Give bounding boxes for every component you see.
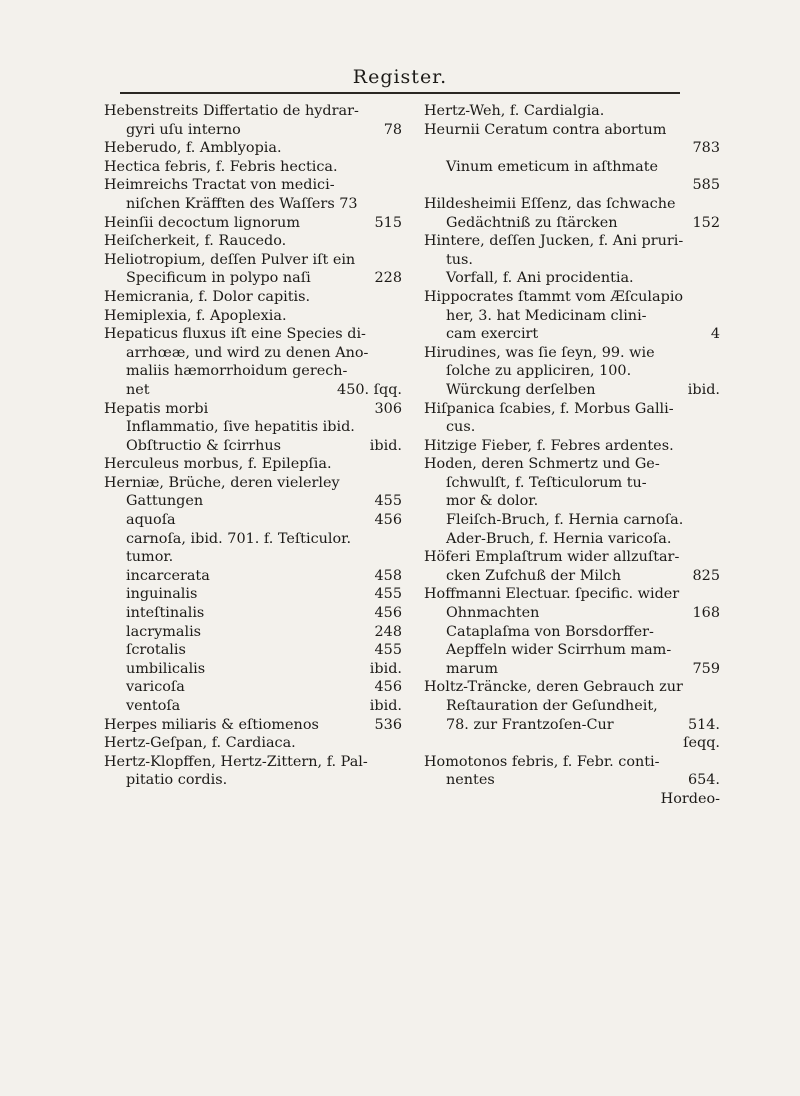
page-number: 248 — [374, 623, 402, 640]
index-entry — [424, 158, 720, 177]
page-number: 152 — [692, 214, 720, 231]
entry-text: mor & dolor. — [446, 493, 539, 510]
index-entry — [424, 437, 720, 456]
page-number: 456 — [374, 679, 402, 696]
index-entry — [104, 307, 402, 326]
header-rule — [120, 92, 680, 94]
index-entry — [424, 344, 720, 363]
entry-text: Heliotropium, deſſen Pulver iſt ein — [104, 251, 356, 268]
page-number: 306 — [374, 400, 402, 417]
entry-text: Hertz-Weh, f. Cardialgia. — [424, 103, 605, 119]
index-entry — [424, 288, 720, 307]
index-entry — [104, 121, 402, 140]
index-entry — [424, 474, 720, 493]
index-entry — [424, 641, 720, 660]
entry-text: Aepffeln wider Scirrhum mam- — [446, 642, 672, 659]
index-entry — [424, 455, 720, 474]
index-entry — [104, 418, 402, 437]
page-number: 783 — [692, 140, 720, 157]
entry-text: Heinſii decoctum lignorum — [104, 214, 300, 231]
entry-text: Hiſpanica ſcabies, f. Morbus Galli- — [424, 400, 674, 417]
page-number: 78 — [383, 121, 402, 138]
index-entry — [104, 511, 402, 530]
entry-text: Holtz-Träncke, deren Gebrauch zur — [424, 679, 683, 696]
entry-text: cken Zufchuß der Milch — [446, 567, 621, 584]
entry-text: Gedächtniß zu ſtärcken — [446, 214, 618, 231]
index-entry — [104, 269, 402, 288]
entry-text: Heimreichs Tractat von medici- — [104, 177, 335, 194]
entry-text: ſchwulſt, f. Teſticulorum tu- — [446, 474, 647, 491]
index-entry — [104, 139, 402, 158]
entry-text: maliis hæmorrhoidum gerech- — [126, 363, 348, 380]
page-number: 456 — [374, 512, 402, 529]
index-entry — [424, 697, 720, 716]
index-entry — [104, 437, 402, 456]
index-entry — [104, 660, 402, 679]
page-number: 455 — [374, 642, 402, 659]
page-number: 168 — [692, 605, 720, 622]
entry-text: her, 3. hat Medicinam clini- — [446, 307, 647, 324]
index-entry — [104, 548, 402, 567]
entry-text: Hildesheimii Eſſenz, das ſchwache — [424, 195, 676, 212]
index-entry — [104, 492, 402, 511]
entry-text: Ader-Bruch, f. Hernia varicoſa. — [446, 530, 672, 547]
page-number: 514. — [687, 716, 720, 733]
index-entry — [424, 511, 720, 530]
entry-text: gyri uſu interno — [126, 121, 241, 138]
entry-text: Reſtauration der Geſundheit, — [446, 698, 658, 714]
page-header: Register. — [352, 66, 448, 88]
entry-text: Würckung derſelben — [446, 381, 596, 398]
index-entry — [424, 362, 720, 381]
entry-text: 78. zur Frantzoſen-Cur — [446, 716, 614, 733]
index-entry — [424, 307, 720, 326]
entry-text: umbilicalis — [126, 660, 206, 677]
entry-text: Heurnii Ceratum contra abortum — [424, 121, 667, 138]
index-entry — [104, 158, 402, 177]
index-entry — [424, 325, 720, 344]
page-number: ibid. — [687, 381, 720, 398]
index-entry — [424, 400, 720, 419]
entry-text: Inflammatio, ſive hepatitis ibid. — [126, 419, 355, 436]
entry-text: Hepaticus fluxus iſt eine Species di- — [104, 326, 366, 343]
entry-text: Höferi Emplaſtrum wider allzuſtar- — [424, 549, 680, 566]
entry-text: cam exercirt — [446, 326, 539, 343]
index-entry — [424, 251, 720, 270]
entry-text: arrhœæ, und wird zu denen Ano- — [126, 344, 369, 361]
page-number: 228 — [374, 270, 402, 287]
index-entry — [104, 530, 402, 549]
entry-text: Hoffmanni Electuar. ſpecific. wider — [424, 586, 680, 603]
index-entry — [104, 474, 402, 493]
entry-text: Hebenstreits Differtatio de hydrar- — [104, 103, 359, 119]
entry-text: Hoden, deren Schmertz und Ge- — [424, 456, 660, 473]
page-number: 4 — [710, 326, 720, 343]
index-entry — [424, 753, 720, 772]
index-entry — [424, 585, 720, 604]
entry-text: carnoſa, ibid. 701. f. Teſticulor. — [126, 530, 352, 547]
entry-text: Ohnmachten — [446, 605, 540, 622]
index-entry — [424, 102, 720, 121]
index-entry — [424, 121, 720, 140]
entry-text: niſchen Kräfften des Waſſers 73 — [126, 195, 358, 212]
entry-text: Hitzige Fieber, f. Febres ardentes. — [424, 437, 674, 454]
index-entry — [424, 771, 720, 790]
index-entry — [104, 176, 402, 195]
entry-text: Hippocrates ſtammt vom Æſculapio — [424, 288, 684, 305]
index-entry — [104, 623, 402, 642]
right-column — [424, 102, 720, 809]
entry-text: pitatio cordis. — [126, 772, 228, 789]
entry-text: Hertz-Klopffen, Hertz-Zittern, f. Pal- — [104, 753, 368, 770]
index-entry — [424, 734, 720, 753]
entry-text: Herculeus morbus, f. Epilepſia. — [104, 456, 332, 473]
entry-text: aquoſa — [126, 512, 176, 529]
entry-text: ſolche zu appliciren, 100. — [446, 363, 632, 380]
entry-text: Herniæ, Brüche, deren vielerley — [104, 474, 340, 491]
index-entry — [104, 344, 402, 363]
index-entry — [424, 176, 720, 195]
entry-text: inguinalis — [126, 586, 198, 603]
page-number: 654. — [687, 772, 720, 789]
entry-text: Specificum in polypo naſi — [126, 270, 311, 287]
index-entry — [104, 362, 402, 381]
entry-text: Cataplaſma von Borsdorffer- — [446, 623, 654, 640]
entry-text: Fleiſch-Bruch, f. Hernia carnoſa. — [446, 512, 684, 529]
page-number: 455 — [374, 586, 402, 603]
index-entry — [424, 418, 720, 437]
page-number: 515 — [374, 214, 402, 231]
page-number: 458 — [374, 567, 402, 584]
page-number: ibid. — [369, 698, 402, 714]
index-entry — [104, 232, 402, 251]
page-number: ibid. — [369, 660, 402, 677]
index-entry — [424, 716, 720, 735]
entry-text: tumor. — [126, 549, 174, 566]
index-entry — [424, 678, 720, 697]
index-entry — [104, 753, 402, 772]
index-entry — [424, 492, 720, 511]
entry-text: Homotonos febris, f. Febr. conti- — [424, 753, 660, 770]
index-entry — [104, 771, 402, 790]
index-entry — [104, 697, 402, 716]
index-entry — [424, 567, 720, 586]
entry-text: marum — [446, 660, 499, 677]
index-entry — [424, 195, 720, 214]
entry-text: cus. — [446, 419, 476, 436]
entry-text: Hirudines, was ſie ſeyn, 99. wie — [424, 344, 655, 361]
entry-text: Gattungen — [126, 493, 204, 510]
index-entry — [424, 232, 720, 251]
entry-text: Vinum emeticum in aſthmate — [446, 158, 659, 175]
index-entry — [104, 102, 402, 121]
index-entry — [424, 214, 720, 233]
index-entry — [104, 641, 402, 660]
page-number: ibid. — [369, 437, 402, 454]
page-number: 759 — [692, 660, 720, 677]
entry-text: ſcrotalis — [126, 642, 186, 659]
entry-text: incarcerata — [126, 567, 210, 584]
index-entry — [424, 790, 720, 809]
index-entry — [104, 251, 402, 270]
entry-text: ventoſa — [126, 698, 181, 714]
entry-text: Herpes miliaris & eſtiomenos — [104, 716, 319, 733]
entry-text: Vorfall, f. Ani procidentia. — [446, 270, 634, 287]
index-entry — [424, 604, 720, 623]
index-entry — [104, 716, 402, 735]
entry-text: nentes — [446, 772, 495, 789]
entry-text: Heiſcherkeit, f. Raucedo. — [104, 233, 287, 250]
entry-text: tus. — [446, 251, 474, 268]
left-column — [104, 102, 402, 790]
entry-text: Obſtructio & ſcirrhus — [126, 437, 282, 454]
page-number: 585 — [692, 177, 720, 194]
page-number: 450. ſqq. — [337, 381, 402, 398]
entry-text: Hectica febris, f. Febris hectica. — [104, 158, 338, 175]
index-entry — [424, 381, 720, 400]
entry-text: varicoſa — [126, 679, 185, 696]
index-entry — [424, 269, 720, 288]
page-number: 455 — [374, 493, 402, 510]
page-number: Hordeo- — [660, 790, 720, 807]
index-entry — [424, 623, 720, 642]
entry-text: Heberudo, f. Amblyopia. — [104, 140, 282, 157]
entry-text: inteſtinalis — [126, 605, 205, 622]
entry-text: Hemiplexia, f. Apoplexia. — [104, 307, 287, 324]
entry-text: net — [126, 381, 150, 398]
index-entry — [104, 288, 402, 307]
entry-text: Hertz-Geſpan, f. Cardiaca. — [104, 735, 296, 752]
index-entry — [424, 139, 720, 158]
index-entry — [424, 548, 720, 567]
index-entry — [424, 660, 720, 679]
index-entry — [104, 214, 402, 233]
index-entry — [104, 585, 402, 604]
index-entry — [104, 567, 402, 586]
page-number: 825 — [692, 567, 720, 584]
index-entry — [104, 381, 402, 400]
index-entry — [104, 195, 402, 214]
index-entry — [104, 604, 402, 623]
page-number: 456 — [374, 605, 402, 622]
entry-text: Hemicrania, f. Dolor capitis. — [104, 288, 311, 305]
entry-text: Hepatis morbi — [104, 400, 209, 417]
index-entry — [104, 400, 402, 419]
entry-text: lacrymalis — [126, 623, 202, 640]
index-entry — [104, 455, 402, 474]
index-entry — [104, 734, 402, 753]
page-number: ſeqq. — [683, 735, 720, 752]
page-number: 536 — [374, 716, 402, 733]
entry-text: Hintere, deſſen Jucken, f. Ani pruri- — [424, 233, 684, 250]
index-entry — [104, 325, 402, 344]
index-entry — [424, 530, 720, 549]
index-entry — [104, 678, 402, 697]
